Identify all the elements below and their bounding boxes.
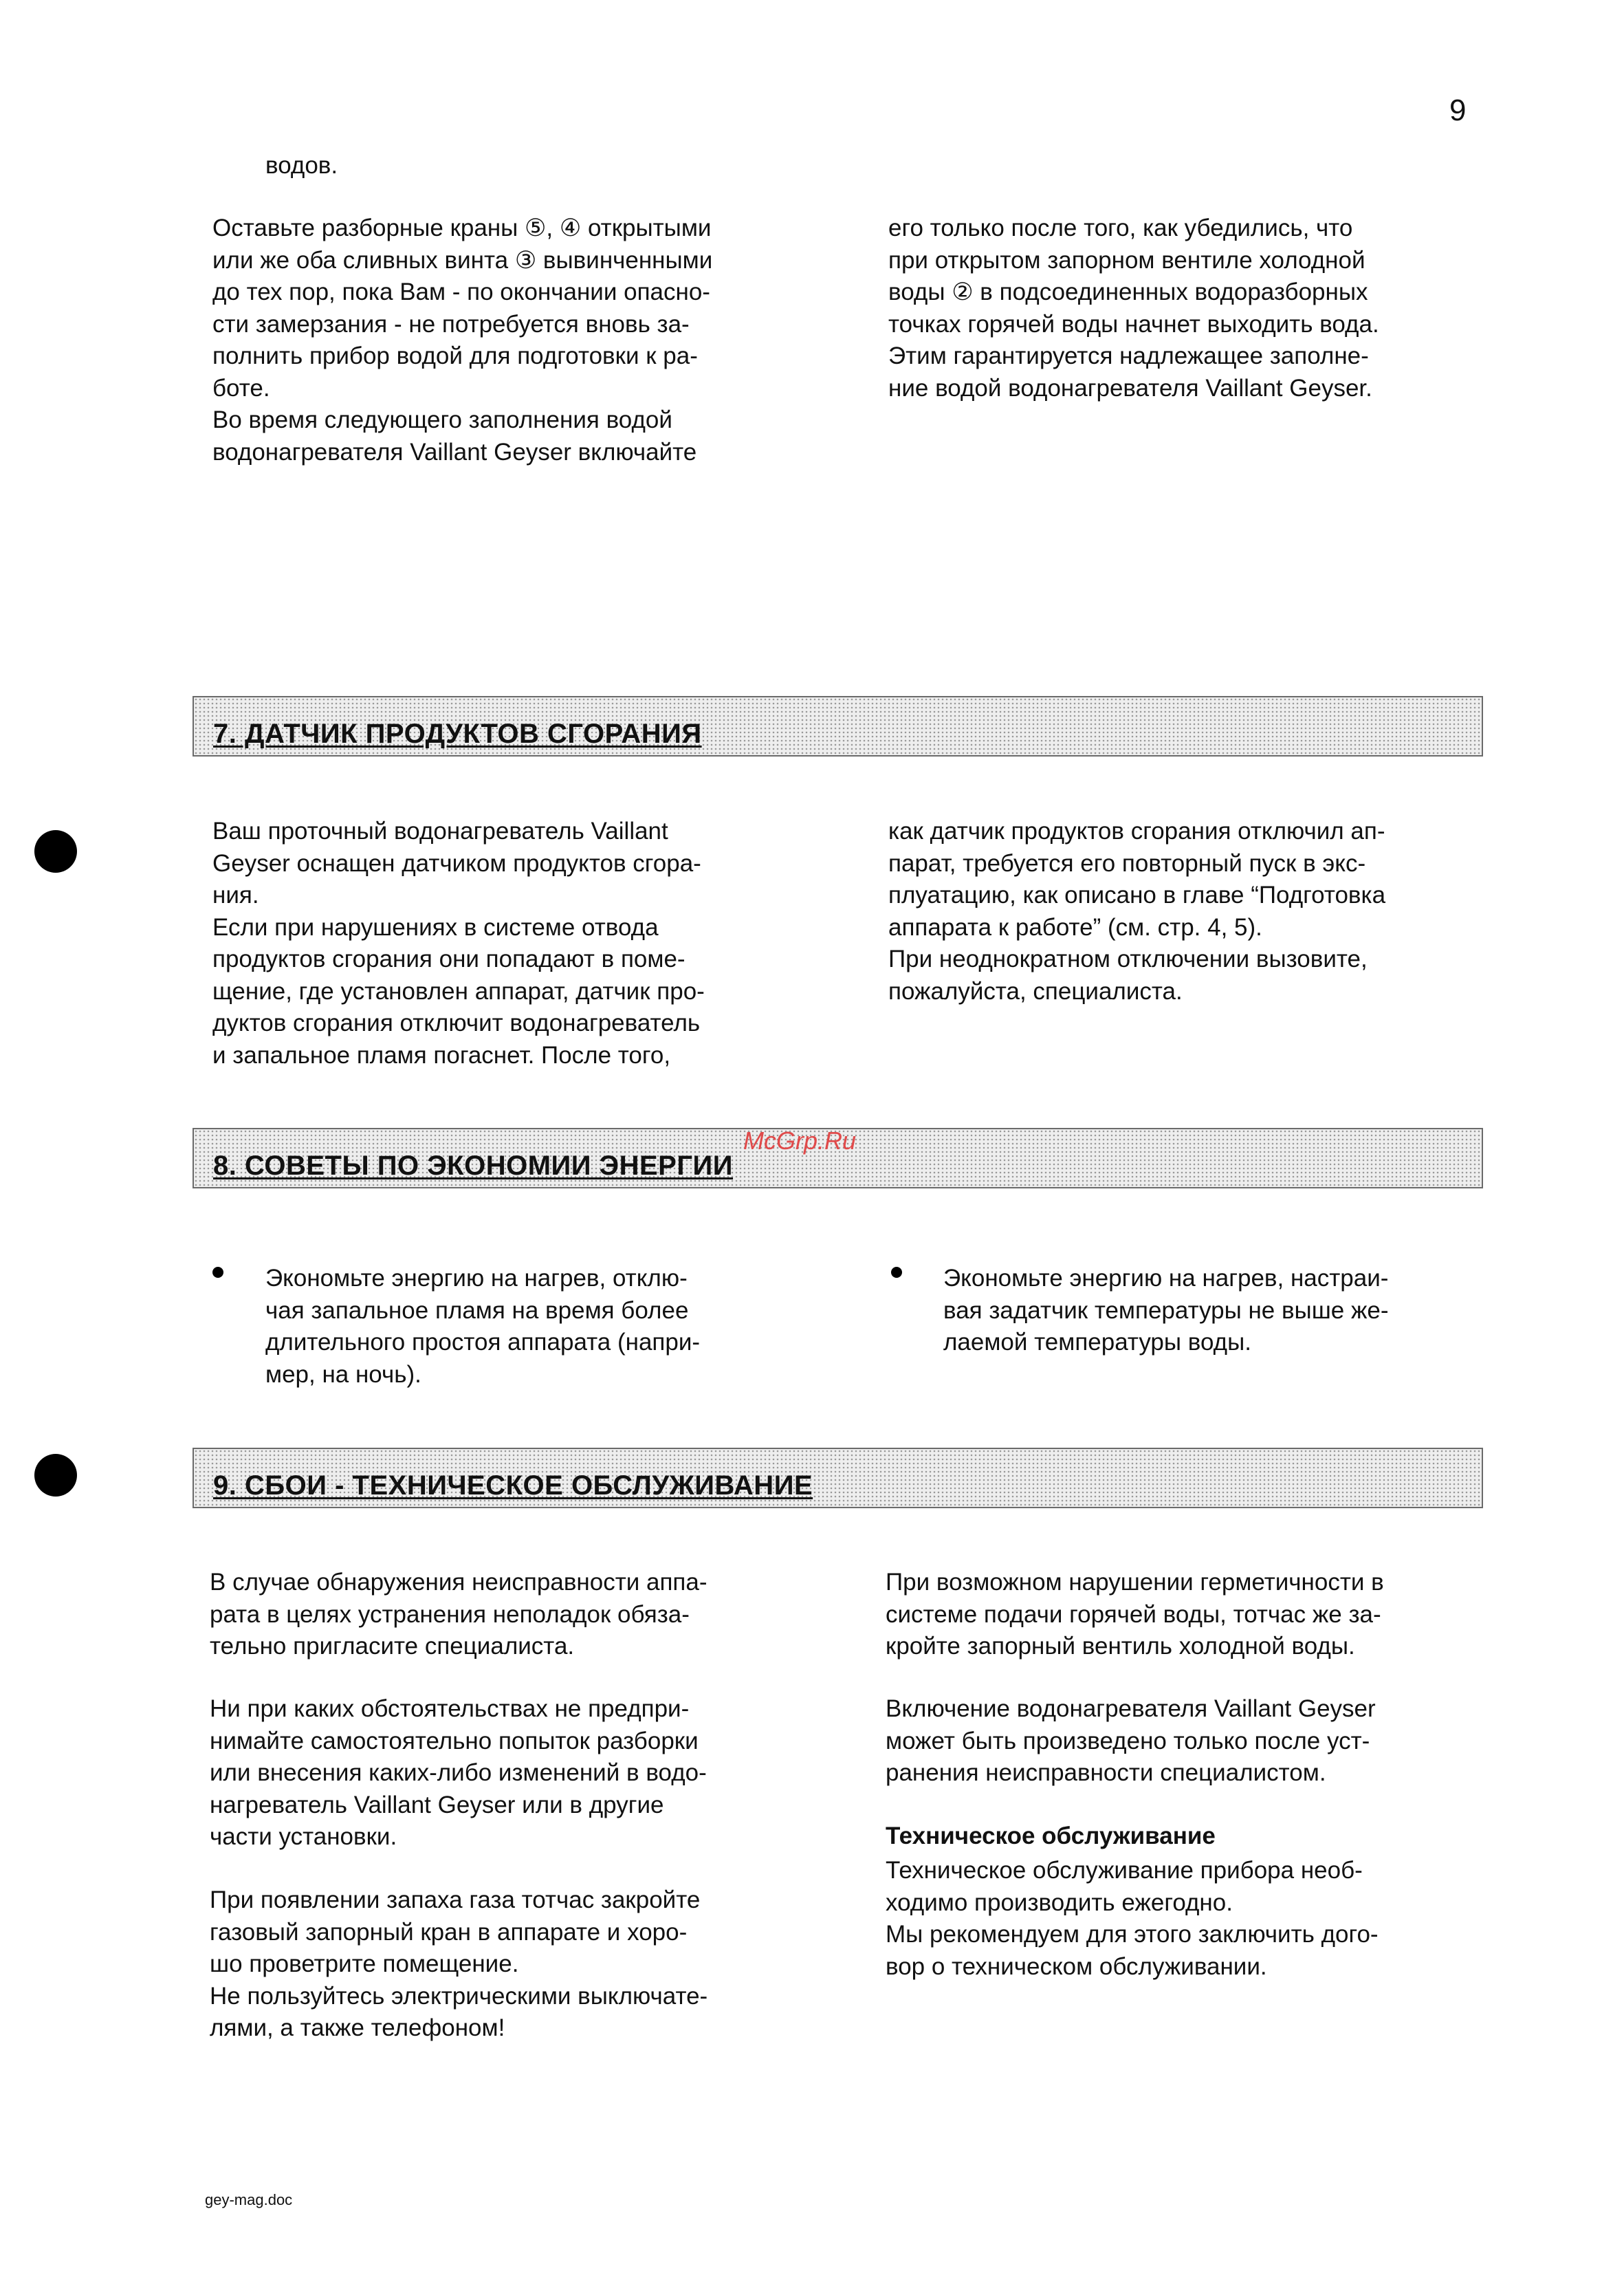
continuation-top-line: водов. [265,152,338,179]
footer-filename: gey-mag.doc [205,2191,293,2208]
section-7-right-column: как датчик продуктов сгорания отключил ап- парат, требуется его повторный пуск в экс- плуатацию, как описано в главе “Подготовка аппарата к работе” (см. стр. 4, 5). При неоднократном отключении вызовите, пожалуйста, специалиста. [888,818,1386,1005]
watermark: McGrp.Ru [743,1127,857,1155]
binder-hole-bottom [34,1454,77,1497]
section-8-title: 8. СОВЕТЫ ПО ЭКОНОМИИ ЭНЕРГИИ [213,1151,734,1181]
section-7-left-column: Ваш проточный водонагреватель Vaillant Geyser оснащен датчиком продуктов сгора- ния. Если при нарушениях в системе отвода продуктов сгорания они попадают в поме- щение, где установлен аппарат, датчик про- дуктов сгорания отключит водонагреватель и запальное пламя погаснет. После того, [212,818,705,1069]
section-7-header [193,696,1483,757]
page-number: 9 [1449,94,1467,127]
binder-hole-top [34,830,77,873]
section-9-left-paragraph-3: При появлении запаха газа тотчас закройте газовый запорный кран в аппарате и хоро- шо проветрите помещение. Не пользуйтесь электрическими выключате- лями, а также телефоном! [210,1886,708,2041]
bullet-marker-left [212,1267,223,1278]
section-7-title: 7. ДАТЧИК ПРОДУКТОВ СГОРАНИЯ [213,719,702,749]
section-9-right-paragraph-1: При возможном нарушении герметичности в системе подачи горячей воды, тотчас же за- кройте запорный вентиль холодной воды. [886,1569,1384,1660]
section-9-right-paragraph-2: Включение водонагревателя Vaillant Geyser может быть произведено только после уст- ранения неисправности специалистом. [886,1695,1376,1786]
maintenance-heading: Техническое обслуживание [886,1823,1216,1849]
section-9-header [193,1448,1483,1508]
section-9-right-paragraph-3: Техническое обслуживание прибора необ- ходимо производить ежегодно. Мы рекомендуем для этого заключить дого- вор о техническом обслуживании. [886,1857,1379,1980]
section-8-bullet-right: Экономьте энергию на нагрев, настраи- вая задатчик температуры не выше же- лаемой температуры воды. [943,1265,1389,1356]
continuation-right-column: его только после того, как убедились, что при открытом запорном вентиле холодной воды ② в подсоединенных водоразборных точках горячей воды начнет выходить вода. Этим гарантируется надлежащее заполне- ние водой водонагревателя Vaillant Geyser. [888,215,1379,402]
section-9-title: 9. СБОИ - ТЕХНИЧЕСКОЕ ОБСЛУЖИВАНИЕ [213,1470,813,1501]
bullet-marker-right [891,1267,902,1278]
continuation-left-column: Оставьте разборные краны ⑤, ④ открытыми или же оба сливных винта ③ вывинченными до тех пор, пока Вам - по окончании опасно- сти замерзания - не потребуется вновь за- полнить прибор водой для подготовки к ра- боте. Во время следующего заполнения водой водонагревателя Vaillant Geyser включайте [212,215,713,466]
section-9-left-paragraph-1: В случае обнаружения неисправности аппа- рата в целях устранения неполадок обяза- тельно пригласите специалиста. [210,1569,707,1660]
section-9-left-paragraph-2: Ни при каких обстоятельствах не предпри- нимайте самостоятельно попыток разборки или внесения каких-либо изменений в водо- нагреватель Vaillant Geyser или в другие части установки. [210,1695,707,1850]
section-8-bullet-left: Экономьте энергию на нагрев, отклю- чая запальное пламя на время более длительного простоя аппарата (напри- мер, на ночь). [265,1265,701,1388]
